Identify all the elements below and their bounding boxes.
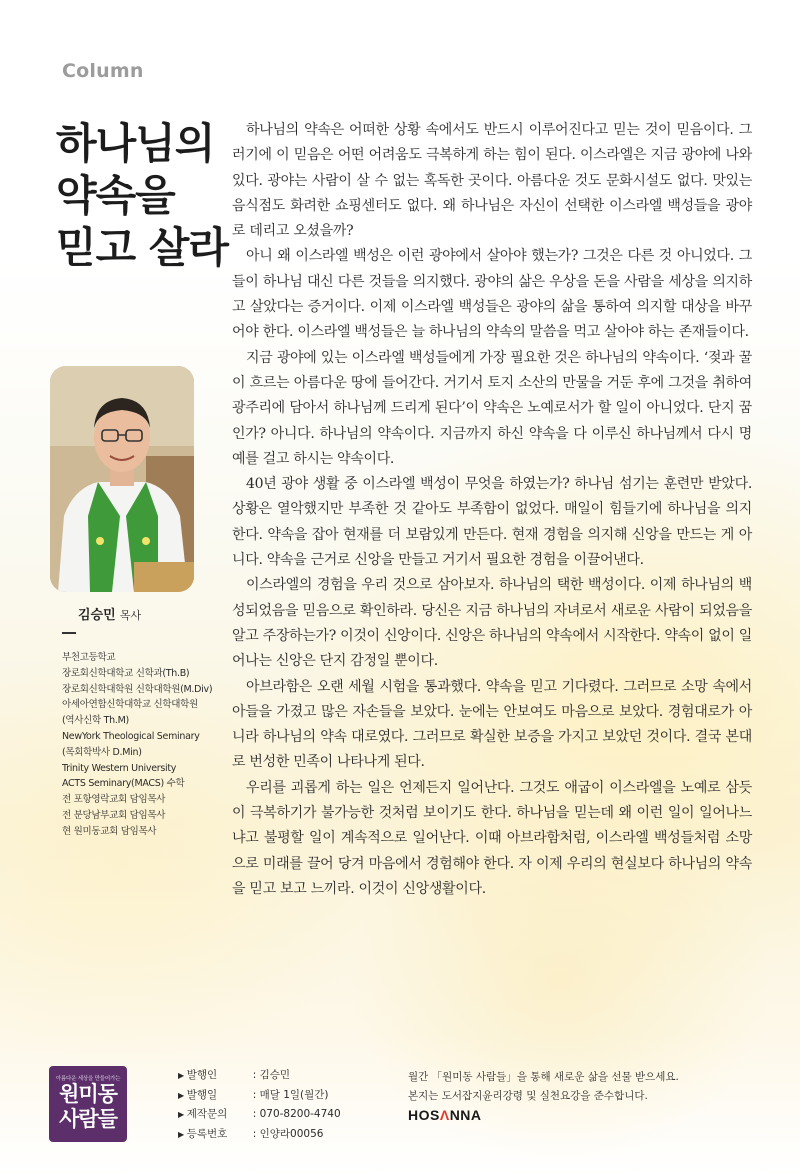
paragraph: 아니 왜 이스라엘 백성은 이런 광야에서 살아야 했는가? 그것은 다른 것 아니었다. 그들이 하나님 대신 다른 것들을 의지했다. 광야의 삶은 우상을 돈을 사람을 세상을 의지하고 살았다는 증거이다. 이제 이스라엘 백성들은 광야의 삶을 통하여 의지할 대상을 바꾸어야 한다. 이스라엘 백성들은 늘 하나님의 약속의 말씀을 먹고 살아야 하는 존재들이다.	[232, 248, 752, 341]
pubinfo-value: 070-8200-4740	[259, 1108, 341, 1120]
section-label: Column	[62, 60, 144, 82]
title-line: 믿고 살라	[56, 223, 228, 272]
publication-info	[178, 1066, 341, 1144]
bio-item: 전 포항영락교회 담임목사	[62, 794, 166, 806]
page-title	[56, 118, 236, 274]
pubinfo-key: 제작문의	[186, 1108, 228, 1120]
hosanna-logo	[408, 1107, 482, 1123]
bio-item: 장로회신학대학원 신학대학원(M.Div)	[62, 683, 213, 695]
pubinfo-value: 김승민	[259, 1069, 291, 1081]
author-role: 목사	[119, 609, 142, 622]
pubinfo-registration: ▶ 등록번호 : 인양라00056	[178, 1125, 341, 1145]
notice-line: 월간 「원미동 사람들」을 통해 새로운 삶을 선물 받으세요.	[408, 1071, 679, 1083]
notice-line: 본지는 도서잡지윤리강령 및 실천요강을 준수합니다.	[408, 1089, 648, 1102]
title-line: 약속을	[56, 171, 175, 220]
footer-notice	[408, 1068, 728, 1105]
paragraph: 지금 광야에 있는 이스라엘 백성들에게 가장 필요한 것은 하나님의 약속이다. ‘젖과 꿀이 흐르는 아름다운 땅에 들어간다. 거기서 토지 소산의 만물을 거둔 후에 그것을 취하여 광주리에 담아서 하나님께 드리게 된다’이 약속은 노예로서가 할 일이 아니었다. 단지 꿈인가? 아니다. 하나님의 약속이다. 지금까지 하신 약속을 다 이루신 하나님께서 다시 명예를 걸고 하시는 약속이다.	[232, 349, 752, 467]
pubinfo-publisher: ▶ 발행인 : 김승민	[178, 1066, 341, 1086]
pubinfo-key: 등록번호	[186, 1127, 228, 1140]
logo-name-line2: 사람들	[59, 1107, 117, 1131]
title-line: 하나님의	[56, 119, 215, 168]
pubinfo-date: ▶ 발행일 : 매달 1일(월간)	[178, 1086, 341, 1106]
bio-item: 아세아연합신학대학교 신학대학원	[62, 699, 198, 711]
bio-item: (역사신학 Th.M)	[62, 715, 129, 727]
divider-dash	[62, 632, 76, 634]
portrait-illustration	[50, 366, 194, 592]
pubinfo-key: 발행인	[186, 1069, 218, 1081]
author-portrait	[50, 366, 194, 592]
bio-item: ACTS Seminary(MACS) 수학	[62, 778, 185, 790]
bio-item: 전 분당남부교회 담임목사	[62, 809, 166, 821]
paragraph: 40년 광야 생활 중 이스라엘 백성이 무엇을 하였는가? 하나님 섬기는 훈련만 받았다. 상황은 열악했지만 부족한 것 같아도 부족함이 없었다. 매일이 힘들기에 하나님을 의지한다. 약속을 잡아 현재를 더 보람있게 만든다. 현재 경험을 의지해 신앙을 만드는 게 아니다. 약속을 근거로 신앙을 만들고 거기서 필요한 경험을 이끌어낸다.	[232, 476, 752, 569]
magazine-logo	[49, 1066, 127, 1142]
pubinfo-value: 매달 1일(월간)	[259, 1088, 329, 1101]
bio-item: NewYork Theological Seminary	[62, 730, 200, 742]
author-bio-list	[62, 650, 242, 840]
paragraph: 아브라함은 오랜 세월 시험을 통과했다. 약속을 믿고 기다렸다. 그러므로 소망 속에서 아들을 가졌고 많은 자손들을 보았다. 눈에는 안보여도 마음으로 보았다. 경험대로가 아니라 하나님의 약속 대로였다. 그러므로 확실한 보증을 가지고 보았던 것이다. 결국 본대로 번성한 민족이 나타나게 된다.	[232, 678, 752, 771]
logo-tagline: 아름다운 세상을 만들어가는	[55, 1076, 121, 1082]
pubinfo-contact: ▶ 제작문의 : 070-8200-4740	[178, 1105, 341, 1125]
pubinfo-key: 발행일	[186, 1088, 218, 1101]
bio-item: Trinity Western University	[62, 762, 177, 774]
brand-accent: Ʌ	[439, 1107, 450, 1123]
paragraph: 우리를 괴롭게 하는 일은 언제든지 일어난다. 그것도 애굽이 이스라엘을 노예로 삼듯이 극복하기가 불가능한 것처럼 보이기도 한다. 하나님을 믿는데 왜 이런 일이 일어나느냐고 불평할 일이 계속적으로 일어난다. 이때 아브라함처럼, 이스라엘 백성들처럼 소망으로 미래를 끌어 당겨 마음에서 경험해야 한다. 자 이제 우리의 현실보다 하나님의 약속을 믿고 보고 느끼라. 이것이 신앙생활이다.	[232, 779, 752, 897]
author-name	[78, 604, 141, 623]
logo-name-line1: 원미동	[59, 1082, 117, 1106]
paragraph: 하나님의 약속은 어떠한 상황 속에서도 반드시 이루어진다고 믿는 것이 믿음이다. 그러기에 이 믿음은 어떤 어려움도 극복하게 하는 힘이 된다. 이스라엘은 지금 광야에 나와 있다. 광야는 사람이 살 수 없는 혹독한 곳이다. 아름다운 것도 문화시설도 없다. 맛있는 음식점도 화려한 쇼핑센터도 없다. 왜 하나님은 자신이 선택한 이스라엘 백성들을 광야로 데리고 오셨을까?	[232, 122, 752, 240]
bio-item: 부천고등학교	[62, 652, 116, 663]
paragraph: 이스라엘의 경험을 우리 것으로 삼아보자. 하나님의 택한 백성이다. 이제 하나님의 백성되었음을 믿음으로 확인하라. 당신은 지금 하나님의 자녀로서 새로운 사람이 되었음을 알고 주장하는가? 이것이 신앙이다. 신앙은 하나님의 약속에서 시작한다. 약속이 없이 일어나는 신앙은 단지 감정일 뿐이다.	[232, 577, 752, 670]
bio-item: 현 원미동교회 담임목사	[62, 825, 157, 837]
article-body	[232, 118, 752, 902]
brand-text: HOS	[408, 1107, 440, 1123]
bio-item: 장로회신학대학교 신학과(Th.B)	[62, 667, 190, 679]
bio-item: (목회학박사 D.Min)	[62, 746, 142, 758]
pubinfo-value: 인양라00056	[259, 1127, 324, 1140]
brand-text: NNA	[449, 1107, 482, 1123]
author-name-text: 김승민	[78, 608, 116, 623]
